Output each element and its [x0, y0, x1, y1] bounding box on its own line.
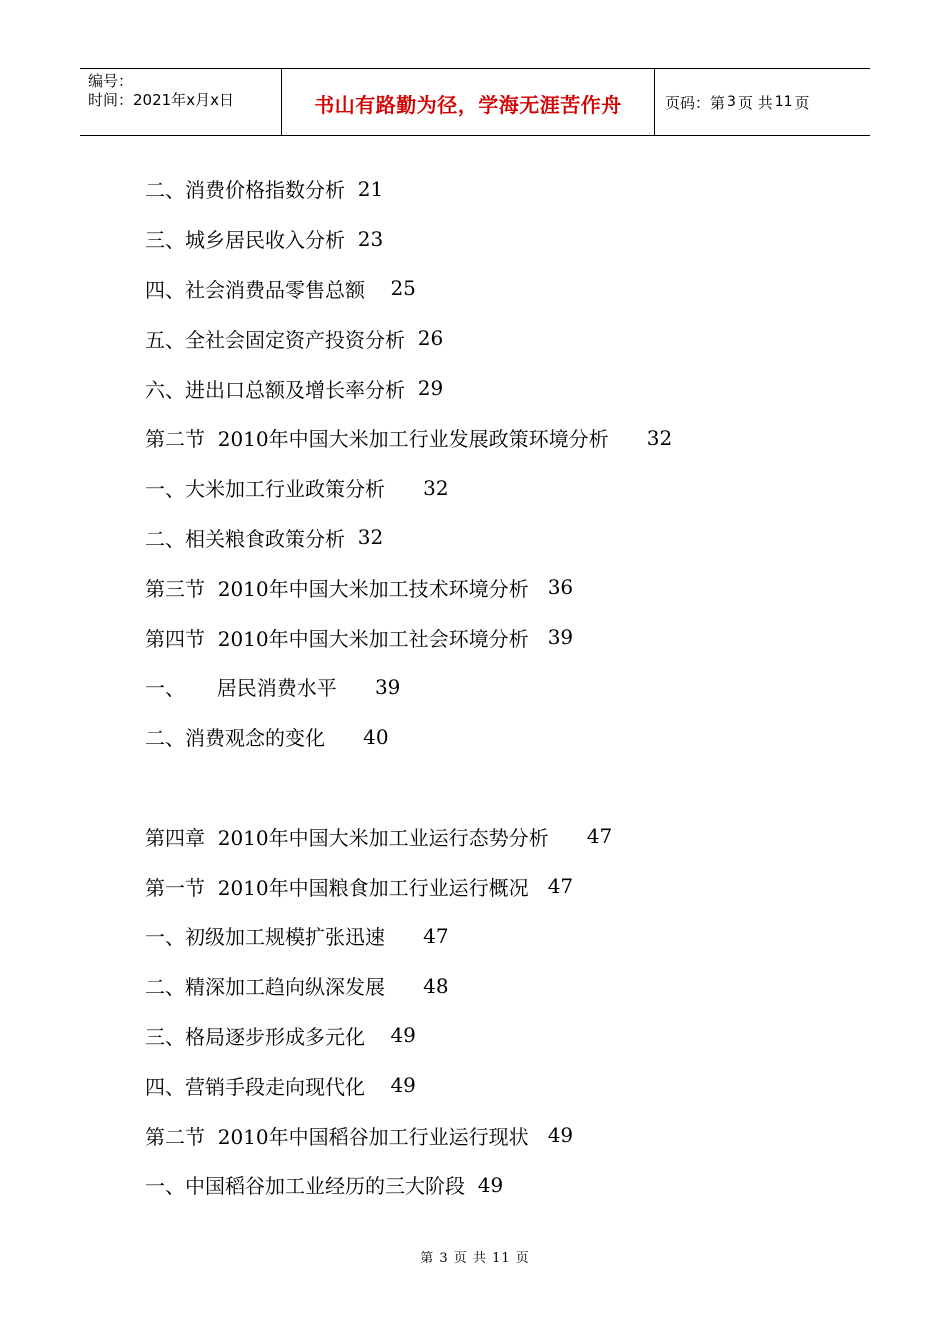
toc-entry-title: 二、精深加工趋向纵深发展 — [145, 975, 424, 1000]
toc-entry — [145, 712, 845, 762]
toc-entry-title: 第三节 2010年中国大米加工技术环境分析 — [145, 576, 548, 601]
header-info-cell — [80, 69, 282, 135]
table-of-contents — [145, 164, 845, 1210]
footer-total: 11 — [492, 1251, 511, 1266]
toc-entry-title: 第四节 2010年中国大米加工社会环境分析 — [145, 626, 548, 651]
toc-entry — [145, 811, 845, 861]
toc-entry-title: 六、进出口总额及增长率分析 — [145, 377, 418, 402]
toc-entry-page: 23 — [357, 226, 384, 251]
page-current: 3 — [727, 94, 736, 110]
page-footer — [0, 1247, 950, 1266]
toc-entry — [145, 363, 845, 413]
toc-entry-title: 三、城乡居民收入分析 — [145, 228, 358, 253]
toc-entry-title: 四、社会消费品零售总额 — [145, 277, 391, 302]
toc-entry-title: 第二节 2010年中国大米加工行业发展政策环境分析 — [145, 427, 647, 452]
toc-entry — [145, 861, 845, 911]
toc-entry-title: 五、全社会固定资产投资分析 — [145, 327, 418, 352]
toc-entry — [145, 264, 845, 314]
toc-entry — [145, 413, 845, 463]
toc-entry — [145, 1110, 845, 1160]
toc-entry-page: 39 — [547, 625, 574, 650]
toc-entry-page: 32 — [357, 525, 384, 550]
toc-entry — [145, 911, 845, 961]
toc-entry — [145, 313, 845, 363]
toc-entry — [145, 463, 845, 513]
toc-entry — [145, 1011, 845, 1061]
toc-entry-page: 49 — [477, 1172, 504, 1197]
page-header — [80, 68, 870, 136]
toc-entry-title: 一、初级加工规模扩张迅速 — [145, 925, 424, 950]
toc-entry-title: 四、营销手段走向现代化 — [145, 1074, 391, 1099]
page-total: 11 — [774, 94, 793, 110]
toc-entry — [145, 1060, 845, 1110]
footer-current: 3 — [439, 1251, 449, 1266]
toc-entry-page: 49 — [390, 1023, 416, 1048]
toc-entry — [145, 662, 845, 712]
toc-entry-title: 第二节 2010年中国稻谷加工行业运行现状 — [145, 1124, 548, 1149]
footer-middle: 页 共 — [453, 1251, 487, 1266]
toc-entry-page: 47 — [423, 923, 449, 948]
toc-entry-page: 26 — [417, 326, 444, 351]
toc-entry — [145, 214, 845, 264]
date-label: 时间： — [88, 91, 134, 109]
toc-entry-title: 一、 居民消费水平 — [145, 676, 375, 701]
footer-suffix: 页 — [515, 1251, 530, 1266]
toc-entry-title: 第一节 2010年中国粮食加工行业运行概况 — [145, 875, 548, 900]
toc-entry-title: 三、格局逐步形成多元化 — [145, 1024, 391, 1049]
toc-entry-page: 25 — [390, 276, 416, 301]
toc-entry-page: 49 — [547, 1123, 574, 1148]
toc-entry-page: 39 — [374, 674, 401, 699]
toc-entry-page: 40 — [363, 724, 389, 749]
toc-entry-page: 21 — [357, 176, 384, 201]
date-value: 2021年x月x日 — [133, 91, 234, 109]
toc-entry — [145, 762, 845, 812]
toc-entry-title: 一、中国稻谷加工业经历的三大阶段 — [145, 1174, 478, 1199]
toc-entry-page: 47 — [586, 824, 613, 849]
toc-entry — [145, 562, 845, 612]
toc-entry-page: 49 — [390, 1073, 416, 1098]
header-motto-cell — [282, 69, 655, 135]
serial-label: 编号： — [88, 72, 134, 90]
toc-entry-page: 32 — [646, 425, 673, 450]
toc-entry — [145, 612, 845, 662]
footer-prefix: 第 — [420, 1251, 435, 1266]
header-page-cell — [655, 69, 870, 135]
toc-entry-page: 32 — [423, 475, 449, 500]
toc-entry-page: 29 — [417, 376, 444, 401]
toc-entry-title: 二、消费观念的变化 — [145, 726, 364, 751]
date-line — [88, 91, 281, 110]
page-suffix: 页 — [794, 93, 810, 112]
page-middle: 页 共 — [737, 93, 773, 112]
toc-entry-title: 二、相关粮食政策分析 — [145, 526, 358, 551]
toc-entry — [145, 513, 845, 563]
toc-entry-page: 48 — [423, 973, 449, 998]
toc-entry — [145, 961, 845, 1011]
toc-entry — [145, 1160, 845, 1210]
toc-entry-page: 47 — [547, 874, 574, 899]
toc-entry-title: 二、消费价格指数分析 — [145, 178, 358, 203]
motto-text: 书山有路勤为径，学海无涯苦作舟 — [314, 92, 622, 117]
page-prefix: 页码：第 — [665, 93, 726, 112]
toc-entry-title: 一、大米加工行业政策分析 — [145, 477, 424, 502]
toc-entry-page: 36 — [547, 575, 574, 600]
toc-entry — [145, 164, 845, 214]
toc-entry-title: 第四章 2010年中国大米加工业运行态势分析 — [145, 825, 587, 850]
